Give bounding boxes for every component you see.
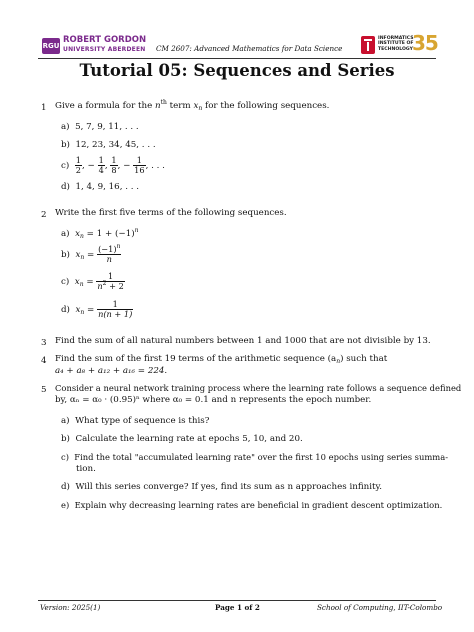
q1-number: 1 — [41, 103, 47, 113]
q1c-f4-den: 16 — [134, 165, 145, 175]
q2d — [61, 300, 133, 319]
q5b-text: Calculate the learning rate at epochs 5, 10, and 20. — [75, 434, 303, 444]
q2b-eq: = — [87, 250, 95, 260]
q1c-fraction-4 — [133, 156, 145, 175]
q5b-label: b) — [61, 434, 70, 444]
footer-school: School of Computing, IIT-Colombo — [317, 603, 443, 612]
q2-text: Write the first five terms of the following sequences. — [55, 208, 287, 218]
q1c-tail: , . . . — [145, 161, 165, 171]
q1c-label: c) — [61, 161, 70, 171]
q1-text-a: Give a formula for the — [55, 101, 153, 111]
q5a-label: a) — [61, 416, 70, 426]
q5d-label: d) — [61, 482, 70, 492]
q2c-label: c) — [61, 277, 70, 287]
q2c-num: 1 — [96, 272, 124, 282]
page-title: Tutorial 05: Sequences and Series — [79, 61, 395, 80]
q1c-f1-den: 2 — [75, 165, 82, 175]
q1b-text: 12, 23, 34, 45, . . . — [75, 140, 156, 150]
q2c-lhs-sub: n — [79, 281, 84, 288]
q2d-label: d) — [61, 305, 70, 315]
q5c-line-2: tion. — [76, 464, 96, 474]
q4-number: 4 — [41, 356, 47, 366]
q2c-den-tail: + 2 — [109, 281, 124, 291]
q2b-label: b) — [61, 250, 70, 260]
q3-number: 3 — [41, 338, 47, 348]
q2a-rhs: = 1 + (−1) — [86, 229, 135, 239]
q2a — [61, 229, 139, 240]
q5b — [61, 434, 303, 445]
q1c-f1-num: 1 — [75, 155, 82, 165]
q2b-num-sup: n — [116, 243, 121, 250]
q5e — [61, 500, 442, 511]
q1-text — [55, 101, 329, 112]
course-title: CM 2607: Advanced Mathematics for Data Science — [156, 44, 343, 53]
q1d-label: d) — [61, 182, 70, 192]
q1c-sep-3: , − — [117, 161, 131, 171]
q2b — [61, 245, 121, 264]
q1-n: n — [154, 101, 161, 111]
iit-name-line-3: TECHNOLOGY — [378, 46, 413, 52]
q2a-label: a) — [61, 229, 70, 239]
q1a — [61, 122, 139, 133]
q1-x-sub: n — [198, 105, 203, 112]
footer-divider — [38, 600, 436, 601]
q5e-label: e) — [61, 500, 70, 510]
q1-text-c: for the following sequences. — [204, 101, 330, 111]
footer-version: Version: 2025(1) — [40, 603, 101, 612]
q4-line-2: a₄ + a₈ + a₁₂ + a₁₆ = 224. — [55, 366, 168, 376]
q2a-lhs: x — [75, 229, 81, 239]
q1c-fraction-2 — [98, 156, 105, 175]
q1c-fraction-3 — [110, 156, 117, 175]
q2d-eq: = — [87, 305, 95, 315]
q2b-den: n — [106, 254, 112, 264]
q2c-lhs: x — [74, 277, 80, 287]
q2c-fraction — [96, 272, 124, 291]
rgu-badge-icon: RGU — [42, 38, 60, 54]
q1d-text: 1, 4, 9, 16, . . . — [75, 182, 140, 192]
q2c-den — [96, 282, 124, 291]
q2d-num: 1 — [97, 300, 133, 310]
q2a-lhs-sub: n — [80, 233, 84, 240]
q1-text-b: term — [169, 101, 191, 111]
q2c-eq: = — [86, 277, 94, 287]
q2b-lhs: x — [75, 250, 81, 260]
q5d — [61, 482, 382, 493]
q4-text-1-end: ) such that — [340, 354, 388, 364]
q1a-text: 5, 7, 9, 11, . . . — [75, 122, 139, 132]
q1-x: x — [193, 101, 199, 111]
q2d-fraction — [97, 300, 133, 319]
q2d-den: n(n + 1) — [98, 309, 133, 319]
q2b-num-base: (−1) — [98, 244, 117, 254]
q2b-lhs-sub: n — [80, 254, 85, 261]
iit-name-line-1: INFORMATICS — [378, 36, 414, 41]
page-header — [38, 32, 436, 58]
q1c-f2-num: 1 — [98, 155, 104, 165]
q4-text-1-sub: n — [336, 358, 341, 365]
q1b-label: b) — [61, 140, 70, 150]
q1c-sep-2: , — [104, 161, 108, 171]
iit-name — [378, 36, 414, 52]
q1d — [61, 182, 139, 193]
rgu-logo — [42, 36, 150, 56]
q5-line-1: Consider a neural network training process where the learning rate follows a sequence defined — [55, 383, 462, 393]
q1c-sep-1: , − — [82, 161, 95, 171]
q1c-f2-den: 4 — [98, 165, 104, 175]
q2-number: 2 — [41, 210, 47, 220]
q2a-rhs-sup: n — [134, 227, 139, 234]
q1c — [61, 156, 165, 175]
rgu-name: ROBERT GORDON — [63, 35, 147, 45]
q5-number: 5 — [41, 385, 47, 395]
q5d-text: Will this series converge? If yes, find its sum as n approaches infinity. — [75, 482, 383, 492]
q2c-den-base: n — [97, 281, 103, 291]
q5c — [61, 452, 448, 463]
q5-line-2: by, αₙ = α₀ · (0.95)ⁿ where α₀ = 0.1 and n represents the epoch number. — [55, 395, 372, 405]
q2b-fraction — [97, 245, 121, 264]
q1c-fraction-1 — [75, 156, 82, 175]
q1c-f3-num: 1 — [111, 155, 117, 165]
q1c-f3-den: 8 — [111, 165, 117, 175]
q4-line-1 — [55, 354, 387, 365]
q1c-f4-num: 1 — [133, 156, 145, 166]
q5a — [61, 416, 209, 427]
q2d-lhs-sub: n — [80, 309, 85, 316]
iit-emblem-icon — [360, 34, 376, 56]
q5a-text: What type of sequence is this? — [75, 416, 210, 426]
q5e-text: Explain why decreasing learning rates are beneficial in gradient descent optimization. — [74, 500, 443, 510]
q5c-text-1: Find the total "accumulated learning rate" over the first 10 epochs using series summa- — [74, 452, 449, 462]
iit-logo — [360, 31, 438, 58]
q3-text: Find the sum of all natural numbers between 1 and 1000 that are not divisible by 13. — [55, 336, 431, 346]
rgu-subtitle: UNIVERSITY ABERDEEN — [63, 46, 146, 53]
iit-name-line-2: INSTITUTE OF — [378, 41, 414, 47]
q1b — [61, 140, 156, 151]
q5c-label: c) — [61, 452, 69, 462]
q2c — [61, 272, 125, 291]
iit-anniversary-number: 35 — [412, 31, 438, 55]
q1a-label: a) — [61, 122, 70, 132]
q2c-den-sup: 2 — [102, 280, 107, 287]
q2d-lhs: x — [75, 305, 81, 315]
q1-th: th — [160, 99, 167, 106]
q4-text-1: Find the sum of the first 19 terms of the arithmetic sequence (a — [55, 354, 337, 364]
header-divider — [38, 58, 436, 59]
footer-page-number: Page 1 of 2 — [215, 603, 260, 612]
